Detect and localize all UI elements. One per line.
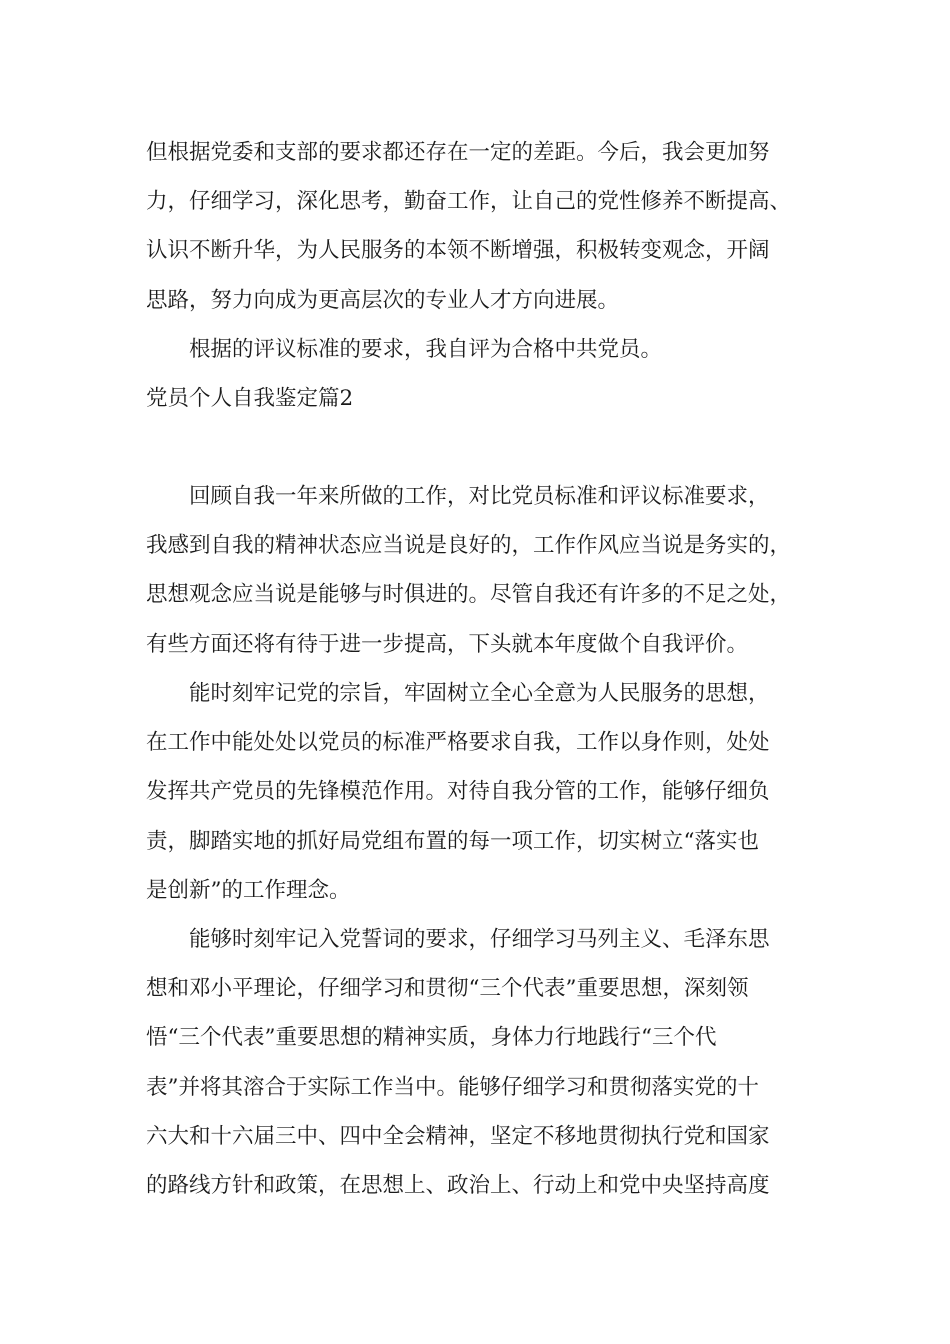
text-line: 悟“三个代表”重要思想的精神实质，身体力行地践行“三个代 (146, 1025, 717, 1051)
section2-paragraph-3 (146, 915, 826, 1210)
text-line: 回顾自我一年来所做的工作，对比党员标准和评议标准要求， (189, 484, 770, 509)
section2-paragraph-2 (146, 669, 826, 915)
text-line: 的路线方针和政策，在思想上、政治上、行动上和党中央坚持高度 (146, 1172, 770, 1198)
text-line: 是创新”的工作理念。 (146, 877, 351, 903)
text-line: 能时刻牢记党的宗旨，牢固树立全心全意为人民服务的思想， (189, 681, 770, 706)
text-line: 我感到自我的精神状态应当说是良好的，工作作风应当说是务实的， (146, 533, 792, 559)
text-line: 想和邓小平理论，仔细学习和贯彻“三个代表”重要思想，深刻领 (146, 976, 749, 1002)
section2-paragraph-1 (146, 472, 826, 669)
conclusion-line: 根据的评议标准的要求，我自评为合格中共党员。 (189, 336, 663, 362)
text-line: 认识不断升华，为人民服务的本领不断增强，积极转变观念，开阔 (146, 238, 770, 264)
text-line: 有些方面还将有待于进一步提高，下头就本年度做个自我评价。 (146, 631, 749, 657)
text-line: 能够时刻牢记入党誓词的要求，仔细学习马列主义、毛泽东思 (189, 927, 770, 952)
text-line: 责，脚踏实地的抓好局党组布置的每一项工作，切实树立“落实也 (146, 828, 759, 854)
text-line: 在工作中能处处以党员的标准严格要求自我，工作以身作则，处处 (146, 730, 770, 756)
section-heading-block (146, 374, 826, 423)
section1-paragraph (146, 128, 826, 374)
text-line: 但根据党委和支部的要求都还存在一定的差距。今后，我会更加努 (146, 140, 770, 165)
text-line: 思想观念应当说是能够与时俱进的。尽管自我还有许多的不足之处， (146, 582, 792, 608)
text-line: 力，仔细学习，深化思考，勤奋工作，让自己的党性修养不断提高、 (146, 189, 792, 215)
text-line: 六大和十六届三中、四中全会精神，坚定不移地贯彻执行党和国家 (146, 1123, 770, 1149)
section-heading: 党员个人自我鉴定篇2 (146, 386, 354, 411)
text-line: 思路，努力向成为更高层次的专业人才方向进展。 (146, 287, 620, 313)
text-line: 发挥共产党员的先锋模范作用。对待自我分管的工作，能够仔细负 (146, 779, 770, 805)
text-line: 表”并将其溶合于实际工作当中。能够仔细学习和贯彻落实党的十 (146, 1074, 759, 1100)
